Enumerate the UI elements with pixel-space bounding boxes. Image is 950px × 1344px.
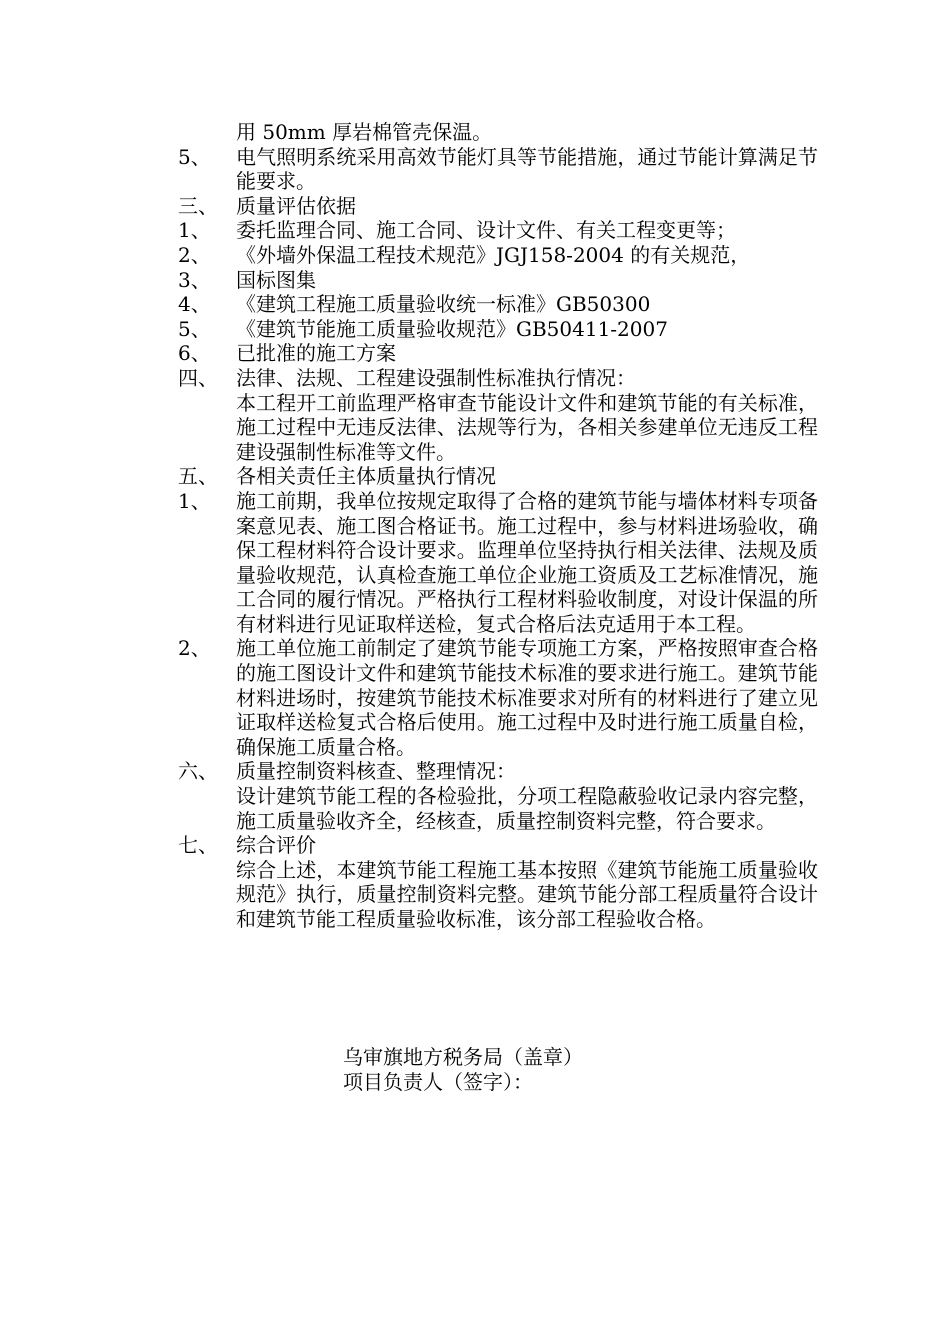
list-item	[178, 243, 818, 268]
section-marker: 四、	[178, 365, 218, 390]
list-marker: 3、	[178, 267, 211, 292]
list-text: 施工单位施工前制定了建筑节能专项施工方案，严格按照审查合格的施工图设计文件和建筑节能技术标准的要求进行施工。建筑节能材料进场时，按建筑节能技术标准要求对所有的材料进行了建立见证取样送检复式合格后使用。施工过程中及时进行施工质量自检，确保施工质量合格。	[236, 636, 818, 759]
section-marker: 五、	[178, 464, 218, 489]
section-heading-5	[178, 464, 818, 489]
list-marker: 5、	[178, 316, 211, 341]
list-text: 已批准的施工方案	[236, 341, 396, 366]
continuation-line: 用 50mm 厚岩棉管壳保温。	[236, 120, 493, 144]
list-marker: 2、	[178, 242, 211, 267]
section-heading-7	[178, 833, 818, 858]
section-4-body: 本工程开工前监理严格审查节能设计文件和建筑节能的有关标准，施工过程中无违反法律、法规等行为，各相关参建单位无违反工程建设强制性标准等文件。	[236, 390, 818, 464]
signature-org: 乌审旗地方税务局（盖章）	[343, 1045, 583, 1069]
list-item	[178, 145, 818, 194]
document-body	[178, 120, 818, 932]
list-text: 《建筑工程施工质量验收统一标准》GB50300	[236, 292, 651, 317]
section-7-body: 综合上述，本建筑节能工程施工基本按照《建筑节能施工质量验收规范》执行，质量控制资料完整。建筑节能分部工程质量符合设计和建筑节能工程质量验收标准，该分部工程验收合格。	[236, 857, 818, 931]
section-6-body: 设计建筑节能工程的各检验批，分项工程隐蔽验收记录内容完整，施工质量验收齐全，经核查，质量控制资料完整，符合要求。	[236, 784, 818, 833]
list-item	[178, 489, 818, 637]
list-text: 国标图集	[236, 267, 316, 292]
list-item	[178, 636, 818, 759]
list-item	[178, 218, 818, 243]
section-marker: 六、	[178, 759, 218, 784]
list-marker: 4、	[178, 292, 211, 317]
signature-person: 项目负责人（签字）：	[343, 1069, 533, 1094]
section-marker: 七、	[178, 833, 218, 858]
list-marker: 5、	[178, 144, 211, 169]
list-text: 《外墙外保温工程技术规范》JGJ158-2004 的有关规范，	[236, 242, 751, 267]
section-marker: 三、	[178, 193, 218, 218]
section-title: 质量评估依据	[236, 193, 356, 218]
section-heading-6	[178, 759, 818, 784]
list-item	[178, 292, 818, 317]
section-heading-4	[178, 366, 818, 391]
list-item	[178, 268, 818, 293]
section-title: 综合评价	[236, 833, 316, 858]
list-marker: 6、	[178, 341, 211, 366]
section-title: 质量控制资料核查、整理情况：	[236, 759, 516, 784]
section-title: 各相关责任主体质量执行情况	[236, 464, 496, 489]
section-title: 法律、法规、工程建设强制性标准执行情况：	[236, 365, 636, 390]
list-text: 《建筑节能施工质量验收规范》GB50411-2007	[236, 316, 668, 341]
list-text: 施工前期，我单位按规定取得了合格的建筑节能与墙体材料专项备案意见表、施工图合格证书。施工过程中，参与材料进场验收，确保工程材料符合设计要求。监理单位坚持执行相关法律、法规及质量验收规范，认真检查施工单位企业施工资质及工艺标准情况，施工合同的履行情况。严格执行工程材料验收制度，对设计保温的所有材料进行见证取样送检，复式合格后法克适用于本工程。	[236, 488, 818, 636]
list-item	[178, 317, 818, 342]
list-marker: 1、	[178, 218, 211, 243]
list-marker: 2、	[178, 636, 211, 661]
list-marker: 1、	[178, 488, 211, 513]
signature-block	[343, 1045, 583, 1094]
list-text: 电气照明系统采用高效节能灯具等节能措施，通过节能计算满足节能要求。	[236, 144, 818, 194]
list-text: 委托监理合同、施工合同、设计文件、有关工程变更等；	[236, 218, 736, 243]
section-heading-3	[178, 194, 818, 219]
list-item	[178, 341, 818, 366]
